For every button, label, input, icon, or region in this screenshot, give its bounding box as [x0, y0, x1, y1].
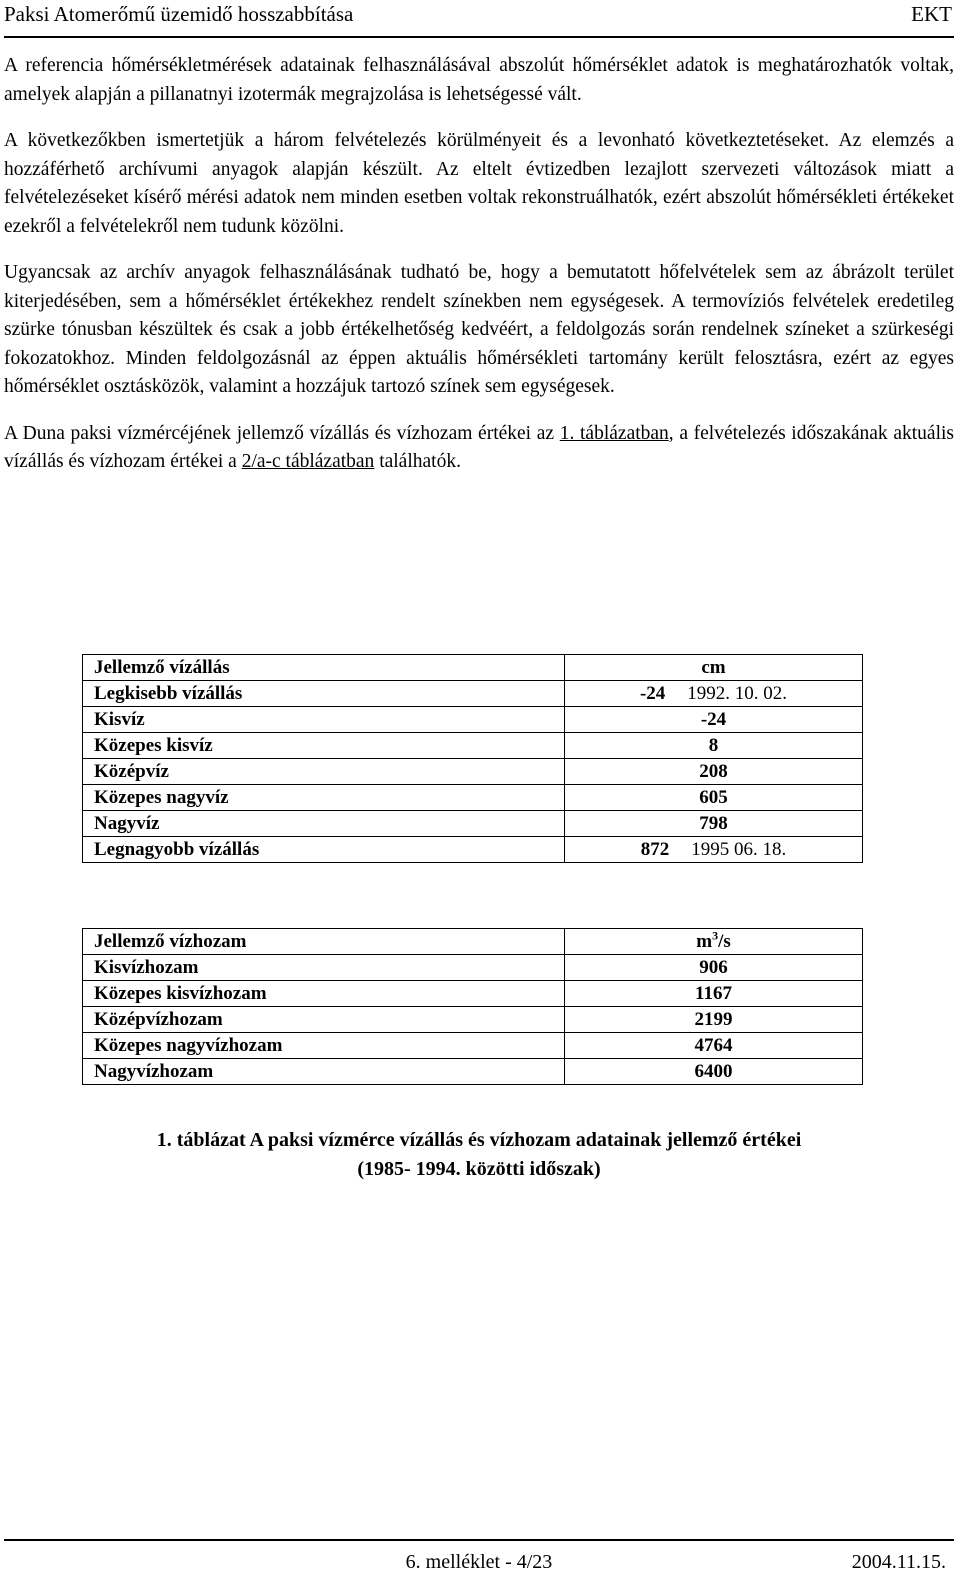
- table-row: [83, 707, 863, 733]
- row-value: 605: [565, 785, 863, 811]
- footer-page-number: 6. melléklet - 4/23: [405, 1551, 553, 1573]
- row-value: 4764: [565, 1033, 863, 1059]
- body-text: [4, 52, 954, 495]
- row-value: -24: [639, 682, 666, 704]
- unit-base: m: [696, 930, 713, 952]
- row-value: 798: [565, 811, 863, 837]
- row-date: 1992. 10. 02.: [687, 682, 788, 704]
- row-value: 1167: [565, 981, 863, 1007]
- row-label: Középvíz: [83, 759, 565, 785]
- row-value: -24: [565, 707, 863, 733]
- row-value-cell: [565, 681, 863, 707]
- header-label: Jellemző vízhozam: [83, 929, 565, 955]
- row-value: 2199: [565, 1007, 863, 1033]
- row-value-cell: [565, 837, 863, 863]
- table-row: [83, 1059, 863, 1085]
- table-row: [83, 733, 863, 759]
- header-label: Jellemző vízállás: [83, 655, 565, 681]
- paragraph-4-text-2: , a felvételezés időszakának aktuális vízállás és vízhozam értékei a: [4, 422, 954, 472]
- page-footer: [4, 1539, 954, 1581]
- paragraph-2: A következőkben ismertetjük a három felvételezés körülményeit és a levonható következtetéseket. Az elemzés a hozzáférhető archívumi anyagok alapján készült. Az eltelt évtizedben lezajlott szervezeti változások miatt a felvételezéseket kísérő mérési adatok nem minden esetben voltak rekonstruálhatók, ezért abszolút hőmérsékleti értékeket ezekről a felvételekről nem tudunk közölni.: [4, 130, 954, 237]
- row-label: Közepes nagyvízhozam: [83, 1033, 565, 1059]
- row-label: Kisvízhozam: [83, 955, 565, 981]
- paragraph-4-text-3: találhatók.: [374, 451, 461, 472]
- row-label: Legnagyobb vízállás: [83, 837, 565, 863]
- header-org: EKT: [911, 2, 952, 26]
- table-row: [83, 1007, 863, 1033]
- row-date: 1995 06. 18.: [691, 838, 787, 860]
- table-row: [83, 955, 863, 981]
- row-value: 208: [565, 759, 863, 785]
- paragraph-1: A referencia hőmérsékletmérések adatainak felhasználásával abszolút hőmérséklet adatok is meghatározhatók voltak, amelyek alapján a pillanatnyi izotermák megrajzolása is lehetségessé vált.: [4, 55, 954, 105]
- table-caption: [4, 1126, 954, 1184]
- row-value: 8: [565, 733, 863, 759]
- row-label: Nagyvízhozam: [83, 1059, 565, 1085]
- table-row: [83, 785, 863, 811]
- table-row: [83, 981, 863, 1007]
- row-label: Nagyvíz: [83, 811, 565, 837]
- page-header: [4, 0, 954, 38]
- row-value: 906: [565, 955, 863, 981]
- paragraph-4: [4, 420, 954, 477]
- caption-line-2: (1985- 1994. közötti időszak): [357, 1158, 601, 1180]
- table-2-reference-link[interactable]: 2/a-c táblázatban: [241, 451, 375, 472]
- table-row: [83, 1033, 863, 1059]
- unit-suffix: /s: [718, 930, 731, 952]
- row-label: Kisvíz: [83, 707, 565, 733]
- table-header-row: [83, 655, 863, 681]
- row-value: 6400: [565, 1059, 863, 1085]
- header-title: Paksi Atomerőmű üzemidő hosszabbítása: [4, 2, 354, 26]
- table-row: [83, 681, 863, 707]
- paragraph-3: Ugyancsak az archív anyagok felhasználásának tudható be, hogy a bemutatott hőfelvételek sem az ábrázolt terület kiterjedésében, sem a hőmérséklet értékekhez rendelt színekben nem egységesek. A termovíziós felvételek eredetileg szürke tónusban készültek és csak a jobb értékelhetőség kedvéért, a feldolgozás során rendelnek színeket a szürkeségi fokozatokhoz. Minden feldolgozásnál az éppen aktuális hőmérsékleti tartomány került felosztásra, ezért az egyes hőmérséklet osztásközök, valamint a hozzájuk tartozó színek sem egységesek.: [4, 262, 954, 397]
- row-label: Legkisebb vízállás: [83, 681, 565, 707]
- discharge-table: [82, 928, 863, 1085]
- table-row: [83, 837, 863, 863]
- table-1-reference-link[interactable]: 1. táblázatban: [559, 422, 669, 444]
- water-level-table: [82, 654, 863, 863]
- caption-line-1: 1. táblázat A paksi vízmérce vízállás és vízhozam adatainak jellemző értékei: [156, 1129, 802, 1151]
- row-label: Közepes kisvízhozam: [83, 981, 565, 1007]
- row-label: Közepes kisvíz: [83, 733, 565, 759]
- paragraph-4-text-1: A Duna paksi vízmércéjének jellemző vízállás és vízhozam értékei az: [4, 422, 560, 444]
- table-header-row: [83, 929, 863, 955]
- table-row: [83, 811, 863, 837]
- header-unit: cm: [565, 655, 863, 681]
- header-unit: [565, 929, 863, 955]
- row-label: Középvízhozam: [83, 1007, 565, 1033]
- row-label: Közepes nagyvíz: [83, 785, 565, 811]
- table-row: [83, 759, 863, 785]
- row-value: 872: [640, 838, 670, 860]
- unit-exponent: 3: [712, 928, 719, 943]
- footer-date: 2004.11.15.: [851, 1551, 946, 1573]
